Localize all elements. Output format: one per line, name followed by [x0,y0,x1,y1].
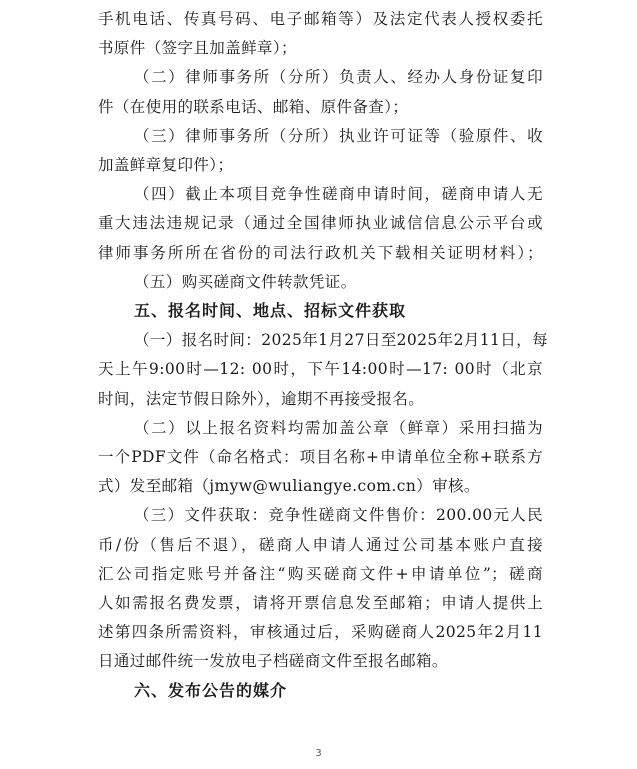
paragraph-line: 重大违法违规记录（通过全国律师执业诚信信息公示平台或 [98,214,543,233]
paragraph-line: 件（在使用的联系电话、邮箱、原件备查）； [98,97,409,116]
page-number: 3 [315,748,322,759]
paragraph-line: 币/份（售后不退），磋商人申请人通过公司基本账户直接 [98,535,543,554]
paragraph-line: 天上午9:00时—12: 00时，下午14:00时—17: 00时（北京 [98,360,543,379]
paragraph-line: 式）发至邮箱（jmyw@wuliangye.com.cn）审核。 [98,477,480,496]
paragraph-line: （三）文件获取：竞争性磋商文件售价：200.00元人民 [134,506,543,525]
paragraph-line: （三）律师事务所（分所）执业许可证等（验原件、收 [134,126,543,145]
paragraph-line: （五）购买磋商文件转款凭证。 [134,272,357,291]
paragraph-line: （四）截止本项目竞争性磋商申请时间，磋商申请人无 [134,185,543,204]
paragraph-line: 述第四条所需资料，审核通过后，采购磋商人2025年2月11 [98,623,543,642]
paragraph-line: 汇公司指定账号并备注“购买磋商文件+申请单位”；磋商 [98,564,543,583]
paragraph-line: 书原件（签字且加盖鲜章）； [98,39,297,58]
section-heading: 六、发布公告的媒介 [134,680,288,700]
paragraph-line: 人如需报名费发票，请将开票信息发至邮箱；申请人提供上 [98,594,543,612]
paragraph-line: 律师事务所所在省份的司法行政机关下载相关证明材料）； [98,243,543,262]
paragraph-line: 时间，法定节假日除外），逾期不再接受报名。 [98,389,425,408]
paragraph-line: 加盖鲜章复印件）； [98,156,234,174]
paragraph-line: 手机电话、传真号码、电子邮箱等）及法定代表人授权委托 [98,10,543,28]
paragraph-line: 日通过邮件统一发放电子档磋商文件至报名邮箱。 [98,652,448,671]
paragraph-line: （一）报名时间：2025年1月27日至2025年2月11日，每 [134,331,548,350]
paragraph-line: 一个PDF文件（命名格式：项目名称+申请单位全称+联系方 [98,448,543,466]
paragraph-line: （二）以上报名资料均需加盖公章（鲜章）采用扫描为 [134,418,543,437]
section-heading: 五、报名时间、地点、招标文件获取 [134,301,407,320]
paragraph-line: （二）律师事务所（分所）负责人、经办人身份证复印 [134,68,543,87]
